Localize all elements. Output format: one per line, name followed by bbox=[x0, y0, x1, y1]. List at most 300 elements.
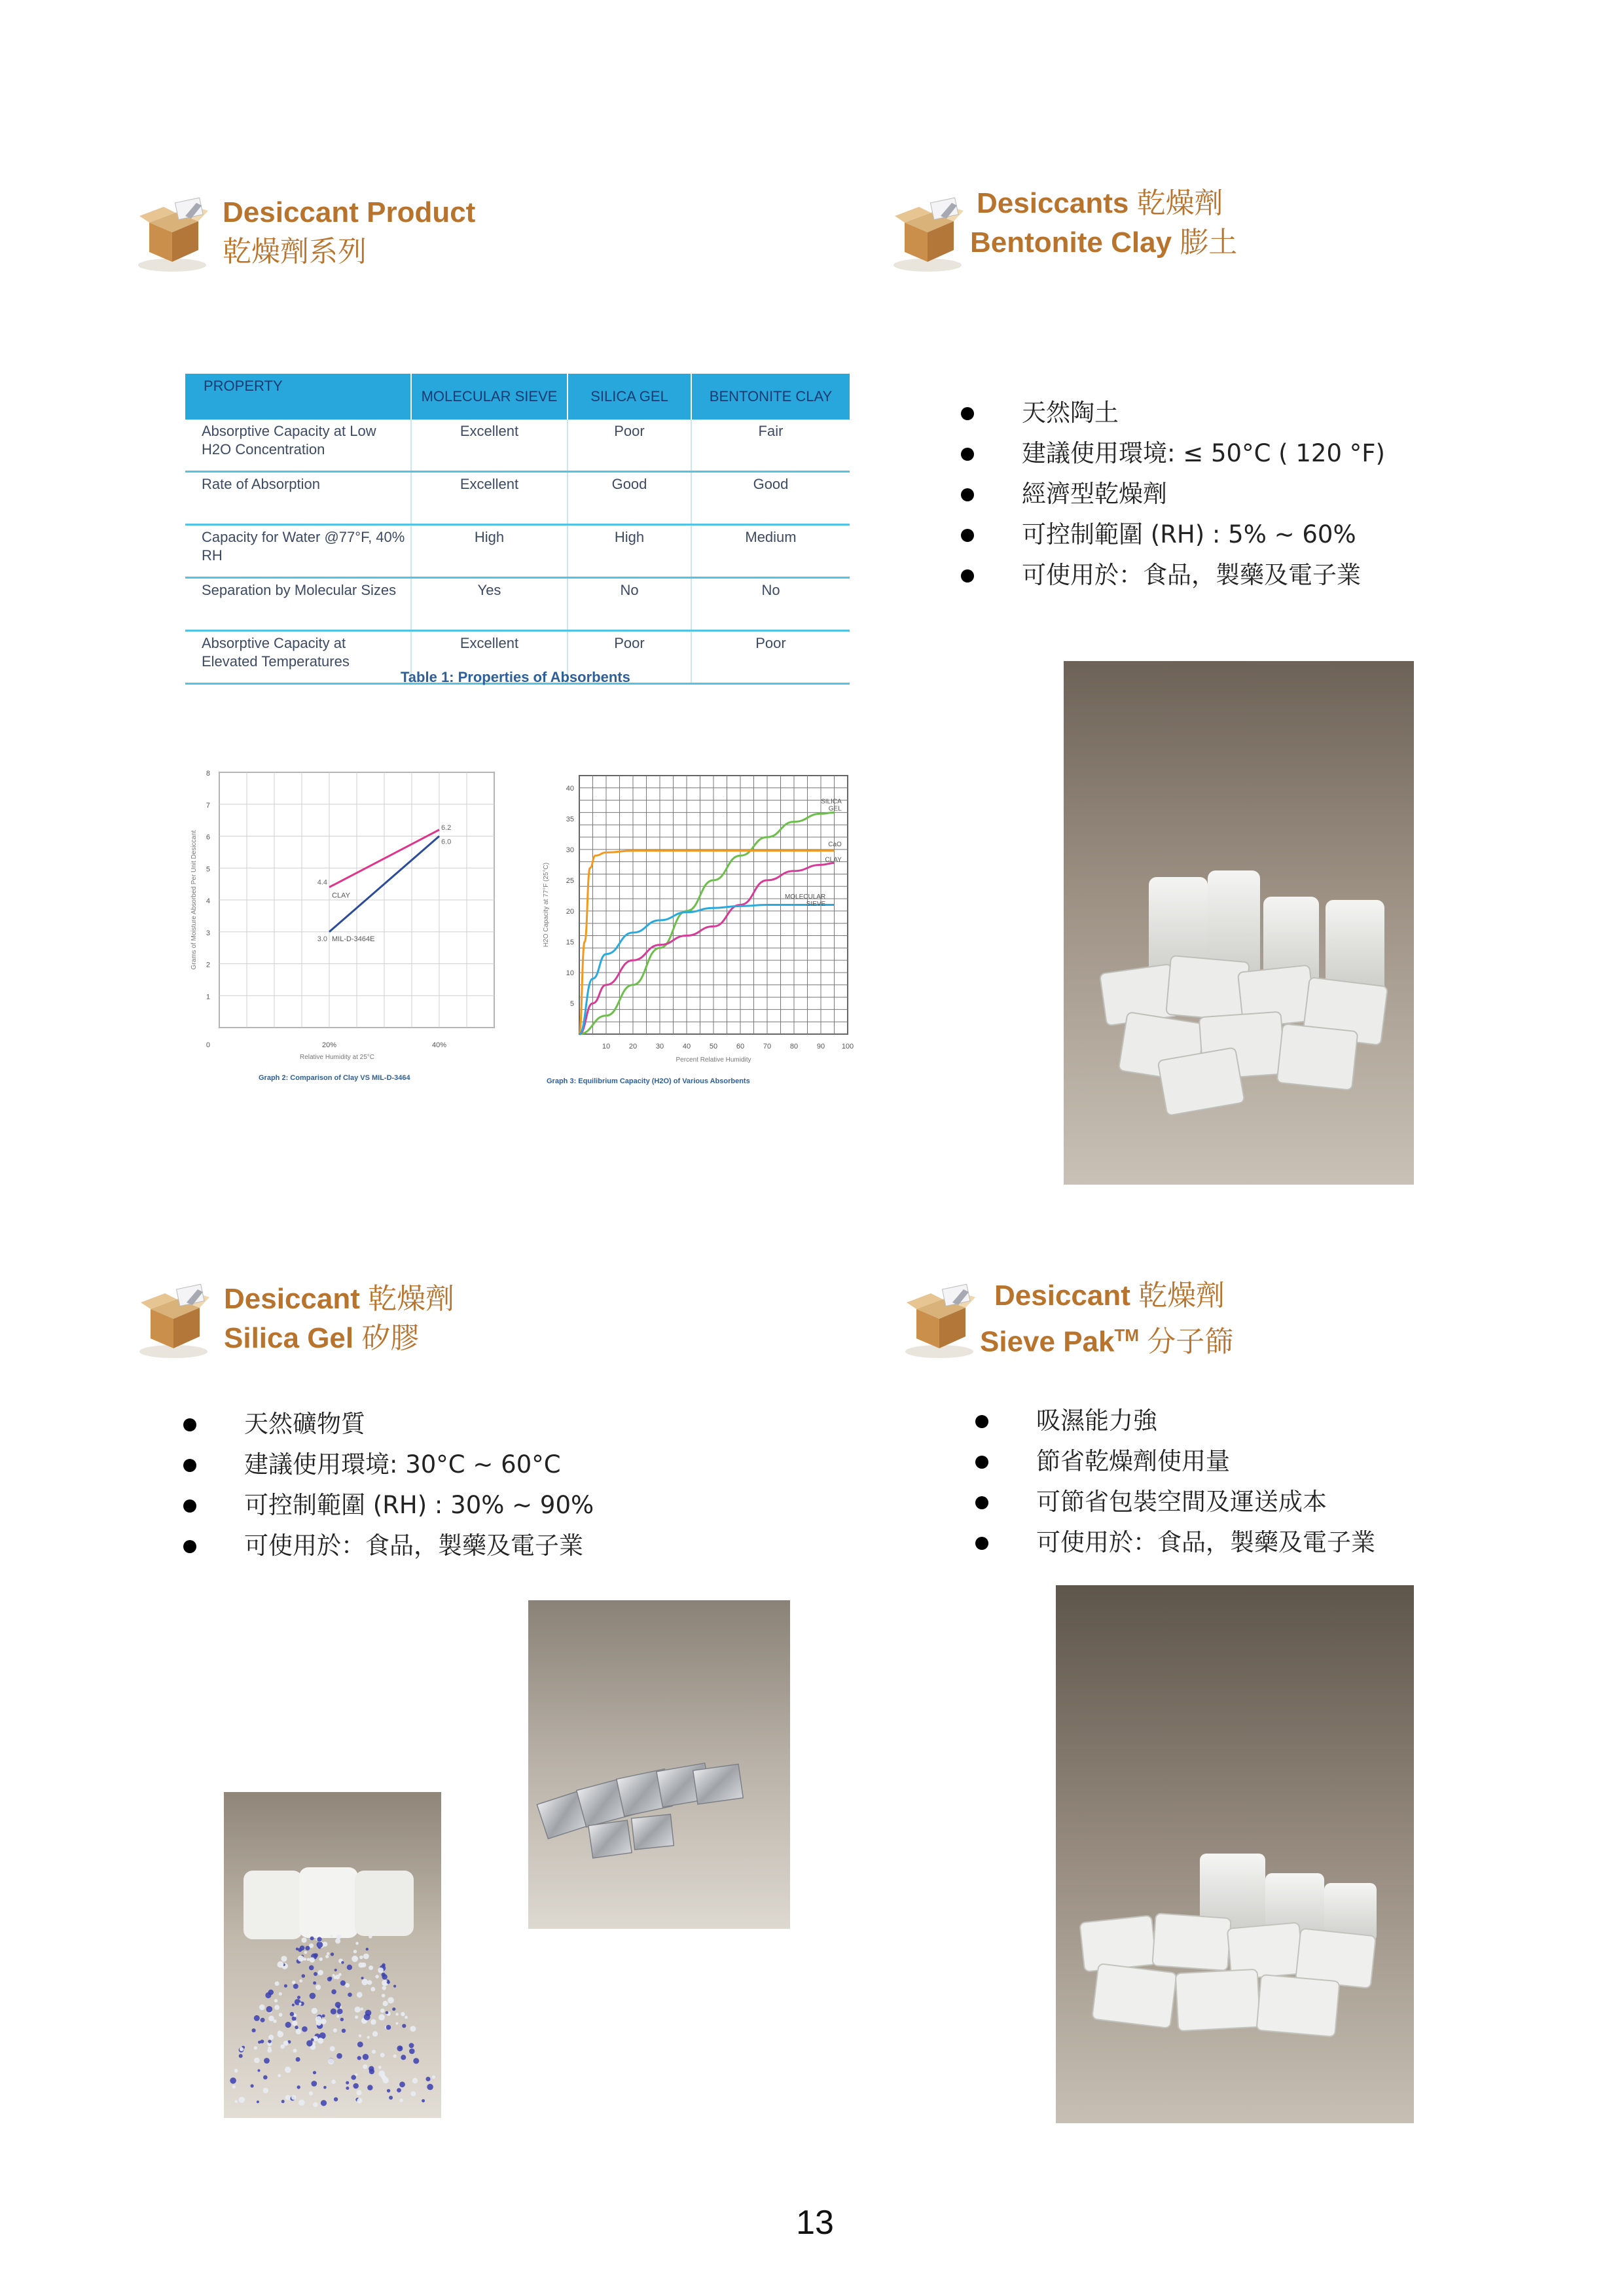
gel-bead bbox=[261, 2018, 265, 2022]
gel-bead bbox=[254, 2015, 260, 2021]
x-tick-label: 30 bbox=[655, 1043, 664, 1050]
y-tick-label: 5 bbox=[206, 865, 210, 874]
gel-bead bbox=[317, 1937, 321, 1942]
gel-bead bbox=[274, 2005, 280, 2010]
value-cell: Poor bbox=[568, 631, 691, 684]
gel-bead bbox=[277, 1962, 283, 1968]
gel-bead bbox=[268, 2035, 274, 2040]
gel-bead bbox=[357, 2090, 362, 2095]
gel-bead bbox=[335, 1975, 340, 1979]
gel-bead bbox=[357, 2041, 363, 2047]
gel-bead bbox=[336, 1934, 342, 1939]
y-tick-label: 25 bbox=[566, 876, 574, 885]
value-cell: Poor bbox=[568, 420, 691, 472]
gel-bead bbox=[295, 2026, 298, 2029]
y-tick-label: 15 bbox=[566, 938, 574, 946]
graph2-chart bbox=[187, 766, 507, 1106]
gel-bead bbox=[346, 2087, 349, 2090]
gel-bead bbox=[410, 2026, 416, 2032]
gel-bead bbox=[355, 2007, 361, 2013]
gel-bead bbox=[310, 1937, 314, 1941]
gel-bead bbox=[367, 2085, 372, 2090]
gel-bead bbox=[296, 2029, 302, 2035]
list-item: 建議使用環境: ≤ 50°C ( 120 °F) bbox=[960, 433, 1385, 474]
table-row bbox=[185, 525, 850, 578]
gel-bead bbox=[357, 2056, 361, 2060]
gel-bead bbox=[234, 2069, 238, 2073]
gel-bead bbox=[432, 2075, 435, 2079]
gel-bead bbox=[313, 2102, 317, 2107]
gel-bead bbox=[240, 2047, 244, 2051]
gel-bead bbox=[346, 2081, 349, 2085]
gel-bead bbox=[387, 2089, 390, 2092]
gel-bead bbox=[305, 1946, 310, 1950]
gel-bead bbox=[265, 1992, 271, 1998]
bullet-icon bbox=[961, 529, 974, 542]
gel-bead bbox=[252, 2028, 256, 2032]
list-item: 節省乾燥劑使用量 bbox=[974, 1441, 1375, 1482]
gel-bead bbox=[426, 2077, 431, 2081]
gel-bead bbox=[327, 1952, 329, 1955]
bullet-icon bbox=[961, 488, 974, 501]
bullet-icon bbox=[183, 1540, 196, 1553]
gel-bead bbox=[275, 1981, 280, 1986]
y-tick-label: 4 bbox=[206, 897, 210, 905]
value-cell: Excellent bbox=[411, 420, 568, 472]
y-tick-label: 10 bbox=[566, 969, 574, 977]
gel-bead bbox=[401, 2012, 405, 2016]
chart-title: Graph 2: Comparison of Clay VS MIL-D-3464 bbox=[259, 1074, 410, 1082]
gel-bead bbox=[372, 2031, 378, 2036]
gel-bead bbox=[351, 2075, 356, 2080]
sieve-line1-cn: 乾燥劑 bbox=[1138, 1279, 1225, 1312]
gel-bead bbox=[357, 1992, 363, 1998]
table-header: PROPERTY bbox=[185, 374, 411, 420]
gel-bead bbox=[292, 2020, 297, 2026]
gel-bead bbox=[263, 2075, 268, 2080]
sieve-line2-cn: 分子篩 bbox=[1147, 1325, 1234, 1359]
gel-bead bbox=[309, 2091, 314, 2096]
y-tick-label: 5 bbox=[569, 999, 574, 1008]
box-icon bbox=[136, 196, 213, 274]
gel-bead bbox=[370, 2019, 376, 2025]
gel-bead bbox=[278, 2074, 281, 2077]
gel-bead bbox=[382, 1994, 386, 1998]
x-tick-label: 40% bbox=[431, 1041, 447, 1049]
series-label: SILICA GEL bbox=[821, 798, 842, 813]
list-item: 建議使用環境: 30°C ~ 60°C bbox=[182, 1444, 594, 1485]
gel-bead bbox=[375, 1975, 378, 1978]
y-tick-label: 1 bbox=[206, 993, 210, 1001]
bentonite-bullets bbox=[960, 393, 1385, 596]
y-tick-label: 7 bbox=[206, 801, 210, 810]
series-label: CaO bbox=[828, 841, 842, 849]
gel-bead bbox=[369, 2069, 374, 2074]
y-tick-label: 2 bbox=[206, 961, 210, 969]
gel-bead bbox=[293, 1984, 298, 1989]
bentonite-line2-cn: 膨土 bbox=[1180, 226, 1238, 259]
point-label: 3.0 bbox=[317, 935, 327, 943]
gel-bead bbox=[342, 2029, 346, 2033]
x-tick-label: 90 bbox=[816, 1043, 825, 1050]
silica-line1-en: Desiccant bbox=[224, 1283, 360, 1315]
gel-bead bbox=[331, 1935, 333, 1937]
gel-bead bbox=[380, 2053, 385, 2057]
gel-bead bbox=[378, 2066, 382, 2069]
gel-bead bbox=[290, 2012, 295, 2017]
gel-bead bbox=[319, 1958, 323, 1962]
gel-bead bbox=[309, 1965, 314, 1971]
gel-bead bbox=[314, 1972, 317, 1976]
property-cell: Absorptive Capacity at Elevated Temperatures bbox=[185, 631, 411, 684]
bentonite-title bbox=[970, 184, 1237, 262]
point-label: 6.2 bbox=[441, 823, 452, 832]
gel-bead bbox=[397, 2088, 401, 2092]
x-tick-label: 0 bbox=[206, 1041, 210, 1049]
bullet-icon bbox=[975, 1415, 988, 1428]
gel-bead bbox=[337, 2009, 343, 2015]
x-tick-label: 20% bbox=[321, 1041, 337, 1049]
sieve-bullets bbox=[974, 1401, 1375, 1563]
point-label: 4.4 bbox=[317, 878, 327, 887]
gel-bead bbox=[296, 2057, 300, 2062]
gel-bead bbox=[316, 2016, 322, 2022]
value-cell: High bbox=[411, 525, 568, 578]
value-cell: Good bbox=[691, 472, 850, 525]
x-tick-label: 80 bbox=[789, 1043, 799, 1050]
gel-bead bbox=[278, 2031, 284, 2037]
gel-bead bbox=[300, 1946, 305, 1951]
gel-bead bbox=[285, 2095, 291, 2100]
silica-bullets bbox=[182, 1404, 594, 1566]
y-tick-label: 3 bbox=[206, 929, 210, 937]
gel-bead bbox=[334, 1969, 337, 1971]
gel-bead bbox=[230, 2077, 236, 2084]
bullet-icon bbox=[975, 1496, 988, 1509]
silica-beads-photo bbox=[224, 1792, 441, 2118]
value-cell: Good bbox=[568, 472, 691, 525]
gel-bead bbox=[293, 2049, 297, 2053]
gel-bead bbox=[378, 2070, 385, 2077]
trademark-mark: TM bbox=[1114, 1325, 1140, 1345]
bentonite-line1-en: Desiccants bbox=[977, 187, 1129, 219]
table-header-row bbox=[185, 374, 850, 420]
gel-bead bbox=[380, 2009, 385, 2013]
silica-line1-cn: 乾燥劑 bbox=[368, 1282, 455, 1316]
gel-bead bbox=[359, 2034, 362, 2037]
list-item: 可控制範圍 (RH) : 5% ~ 60% bbox=[960, 514, 1385, 555]
gel-bead bbox=[292, 2003, 295, 2006]
gel-bead bbox=[285, 2067, 291, 2073]
gel-bead bbox=[302, 2026, 308, 2032]
gel-bead bbox=[357, 2098, 362, 2104]
bullet-icon bbox=[183, 1499, 196, 1513]
gel-bead bbox=[258, 2070, 261, 2072]
value-cell: High bbox=[568, 525, 691, 578]
gel-bead bbox=[340, 1981, 346, 1986]
gel-bead bbox=[306, 2040, 313, 2047]
list-item: 可使用於：食品，製藥及電子業 bbox=[182, 1526, 594, 1566]
gel-bead bbox=[393, 2054, 397, 2058]
gel-bead bbox=[331, 1989, 336, 1994]
gel-bead bbox=[399, 2099, 403, 2102]
gel-bead bbox=[297, 2085, 300, 2089]
gel-bead bbox=[284, 1984, 287, 1988]
value-cell: Excellent bbox=[411, 631, 568, 684]
table-header: SILICA GEL bbox=[568, 374, 691, 420]
gel-bead bbox=[262, 2088, 268, 2094]
gel-bead bbox=[335, 2002, 341, 2008]
value-cell: Medium bbox=[691, 525, 850, 578]
gel-bead bbox=[399, 2081, 405, 2087]
gel-bead bbox=[392, 2007, 395, 2011]
gel-bead bbox=[259, 2004, 265, 2010]
bentonite-product-photo bbox=[1064, 661, 1414, 1185]
gel-bead bbox=[310, 1993, 316, 2000]
gel-bead bbox=[312, 2008, 317, 2014]
gel-bead bbox=[358, 1962, 363, 1967]
gel-bead bbox=[367, 2036, 370, 2039]
gel-bead bbox=[279, 2013, 283, 2017]
gel-bead bbox=[321, 2100, 327, 2106]
silica-line2-cn: 矽膠 bbox=[361, 1321, 420, 1355]
gel-bead bbox=[359, 1956, 363, 1960]
gel-bead bbox=[333, 1974, 335, 1977]
gel-bead bbox=[331, 2079, 336, 2084]
gel-bead bbox=[364, 2014, 370, 2020]
gel-bead bbox=[307, 1958, 310, 1962]
gel-bead bbox=[363, 1954, 369, 1960]
series-label: CLAY bbox=[825, 856, 842, 864]
gel-bead bbox=[313, 2042, 316, 2045]
gel-bead bbox=[353, 1950, 357, 1953]
gel-bead bbox=[347, 1965, 352, 1970]
gel-bead bbox=[274, 1999, 278, 2002]
gel-bead bbox=[257, 2100, 259, 2103]
series-label: MOLECULAR SIEVE bbox=[784, 893, 826, 908]
series-label: CLAY bbox=[332, 891, 350, 900]
property-cell: Capacity for Water @77°F, 40% RH bbox=[185, 525, 411, 578]
gel-bead bbox=[254, 2058, 260, 2064]
gel-bead bbox=[313, 2071, 316, 2074]
gel-bead bbox=[264, 2058, 270, 2064]
value-cell: Fair bbox=[691, 420, 850, 472]
point-label: 6.0 bbox=[441, 838, 452, 846]
y-tick-label: 30 bbox=[566, 846, 574, 854]
gel-bead bbox=[325, 1955, 329, 1958]
box-icon bbox=[137, 1283, 215, 1360]
gel-bead bbox=[382, 1986, 386, 1990]
gel-bead bbox=[363, 2064, 367, 2069]
gel-bead bbox=[389, 2096, 393, 2100]
gel-bead bbox=[239, 2054, 243, 2058]
product-title-en: Desiccant Product bbox=[223, 196, 476, 228]
gel-bead bbox=[296, 1948, 298, 1950]
sieve-title bbox=[980, 1276, 1233, 1362]
product-title bbox=[223, 193, 475, 272]
x-tick-label: 40 bbox=[682, 1043, 691, 1050]
gel-bead bbox=[352, 1956, 358, 1962]
gel-bead bbox=[239, 2097, 245, 2103]
list-item: 可節省包裝空間及運送成本 bbox=[974, 1482, 1375, 1522]
bullet-icon bbox=[961, 569, 974, 583]
sieve-line2-en: Sieve Pak bbox=[980, 1325, 1115, 1358]
silica-title bbox=[224, 1280, 454, 1358]
gel-bead bbox=[361, 2007, 364, 2011]
gel-bead bbox=[331, 1952, 334, 1956]
gel-bead bbox=[369, 1965, 373, 1970]
table-row bbox=[185, 472, 850, 525]
gel-bead bbox=[367, 1980, 372, 1984]
table-header: MOLECULAR SIEVE bbox=[411, 374, 568, 420]
gel-bead bbox=[336, 2015, 340, 2018]
properties-table bbox=[185, 374, 850, 685]
list-item: 經濟型乾燥劑 bbox=[960, 474, 1385, 514]
value-cell: Excellent bbox=[411, 472, 568, 525]
gel-bead bbox=[370, 1987, 375, 1992]
y-tick-label: 20 bbox=[566, 907, 574, 916]
gel-bead bbox=[395, 2013, 398, 2015]
gel-bead bbox=[341, 1961, 344, 1964]
gel-bead bbox=[268, 2040, 271, 2043]
gel-bead bbox=[388, 1997, 394, 2003]
gel-bead bbox=[386, 2025, 391, 2030]
gel-bead bbox=[378, 2014, 385, 2020]
gel-bead bbox=[405, 2016, 408, 2019]
gel-bead bbox=[304, 1951, 307, 1954]
value-cell: Yes bbox=[411, 578, 568, 631]
gel-bead bbox=[387, 1981, 390, 1984]
list-item: 吸濕能力強 bbox=[974, 1401, 1375, 1441]
gel-bead bbox=[329, 1977, 333, 1980]
gel-bead bbox=[355, 2015, 358, 2018]
gel-bead bbox=[317, 2037, 323, 2043]
sieve-pak-photo bbox=[1056, 1585, 1414, 2123]
gel-bead bbox=[422, 2099, 425, 2102]
gel-bead bbox=[285, 2022, 291, 2028]
gel-bead bbox=[355, 1942, 359, 1945]
silica-packets-photo bbox=[528, 1600, 790, 1929]
gel-bead bbox=[361, 1977, 364, 1979]
gel-bead bbox=[298, 2100, 304, 2106]
x-tick-label: 60 bbox=[736, 1043, 745, 1050]
gel-bead bbox=[378, 1967, 384, 1973]
bullet-icon bbox=[961, 407, 974, 420]
gel-bead bbox=[299, 2003, 302, 2005]
gel-bead bbox=[279, 1992, 282, 1996]
gel-bead bbox=[396, 2022, 399, 2025]
gel-bead bbox=[280, 2045, 285, 2049]
gel-bead bbox=[292, 1981, 296, 1984]
gel-bead bbox=[268, 2016, 274, 2022]
bentonite-line1-cn: 乾燥劑 bbox=[1136, 187, 1223, 220]
gel-bead bbox=[361, 1979, 368, 1985]
list-item: 可控制範圍 (RH) : 30% ~ 90% bbox=[182, 1485, 594, 1526]
y-tick-label: 35 bbox=[566, 815, 574, 823]
x-tick-label: 100 bbox=[841, 1043, 854, 1050]
list-item: 可使用於：食品，製藥及電子業 bbox=[960, 555, 1385, 596]
gel-bead bbox=[313, 1981, 316, 1984]
gel-bead bbox=[311, 2081, 317, 2087]
gel-bead bbox=[386, 2011, 389, 2015]
y-tick-label: 8 bbox=[206, 770, 210, 778]
gel-bead bbox=[331, 2009, 336, 2015]
x-axis-label: Relative Humidity at 25°C bbox=[299, 1054, 375, 1061]
gel-bead bbox=[323, 2086, 327, 2089]
gel-bead bbox=[301, 1937, 306, 1943]
bentonite-line2-en: Bentonite Clay bbox=[970, 226, 1172, 259]
gel-bead bbox=[366, 1948, 369, 1950]
gel-bead bbox=[281, 2100, 285, 2103]
table-row bbox=[185, 578, 850, 631]
gel-bead bbox=[310, 1957, 315, 1962]
gel-bead bbox=[382, 1973, 386, 1977]
box-icon bbox=[903, 1283, 981, 1360]
gel-bead bbox=[330, 2046, 335, 2051]
gel-bead bbox=[266, 2006, 273, 2013]
gel-bead bbox=[345, 1983, 350, 1988]
gel-bead bbox=[316, 1984, 321, 1990]
bullet-icon bbox=[961, 448, 974, 461]
x-tick-label: 20 bbox=[628, 1043, 638, 1050]
gel-bead bbox=[336, 2053, 342, 2059]
gel-bead bbox=[409, 2049, 415, 2054]
gel-bead bbox=[322, 2015, 325, 2018]
silica-line2-en: Silica Gel bbox=[224, 1322, 354, 1354]
x-tick-label: 70 bbox=[763, 1043, 772, 1050]
page-number: 13 bbox=[796, 2204, 834, 2242]
gel-bead bbox=[383, 2001, 388, 2006]
gel-bead bbox=[299, 1979, 302, 1982]
gel-bead bbox=[281, 1956, 287, 1962]
property-cell: Rate of Absorption bbox=[185, 472, 411, 525]
gel-bead bbox=[302, 1974, 306, 1978]
gel-bead bbox=[334, 2097, 338, 2101]
table-row bbox=[185, 420, 850, 472]
gel-bead bbox=[333, 2028, 337, 2032]
y-axis-label: Grams of Moisture Absorbed Per Unit Desiccant bbox=[190, 830, 198, 970]
graph3-chart bbox=[533, 769, 861, 1109]
x-tick-label: 50 bbox=[709, 1043, 718, 1050]
product-title-cn: 乾燥劑系列 bbox=[223, 235, 367, 268]
gel-bead bbox=[409, 2043, 414, 2048]
x-tick-label: 10 bbox=[602, 1043, 611, 1050]
property-cell: Separation by Molecular Sizes bbox=[185, 578, 411, 631]
gel-bead bbox=[317, 1941, 323, 1948]
gel-bead bbox=[353, 2083, 359, 2089]
gel-bead bbox=[369, 1935, 372, 1938]
bullet-icon bbox=[183, 1418, 196, 1431]
bullet-icon bbox=[975, 1456, 988, 1469]
gel-bead bbox=[321, 2018, 326, 2024]
value-cell: No bbox=[568, 578, 691, 631]
x-axis-label: Percent Relative Humidity bbox=[676, 1056, 751, 1064]
gel-bead bbox=[232, 2085, 236, 2089]
gel-bead bbox=[297, 1996, 300, 1999]
y-axis-label: H2O Capacity at 77°F (25°C) bbox=[543, 862, 550, 948]
gel-bead bbox=[412, 2078, 418, 2084]
y-tick-label: 6 bbox=[206, 833, 210, 842]
gel-bead bbox=[427, 2084, 433, 2090]
gel-bead bbox=[402, 2024, 406, 2028]
gel-bead bbox=[411, 2091, 416, 2096]
value-cell: Poor bbox=[691, 631, 850, 684]
box-icon bbox=[892, 196, 969, 274]
property-cell: Absorptive Capacity at Low H2O Concentration bbox=[185, 420, 411, 472]
gel-bead bbox=[251, 2084, 254, 2087]
gel-bead bbox=[328, 2058, 334, 2064]
list-item: 可使用於：食品，製藥及電子業 bbox=[974, 1522, 1375, 1563]
